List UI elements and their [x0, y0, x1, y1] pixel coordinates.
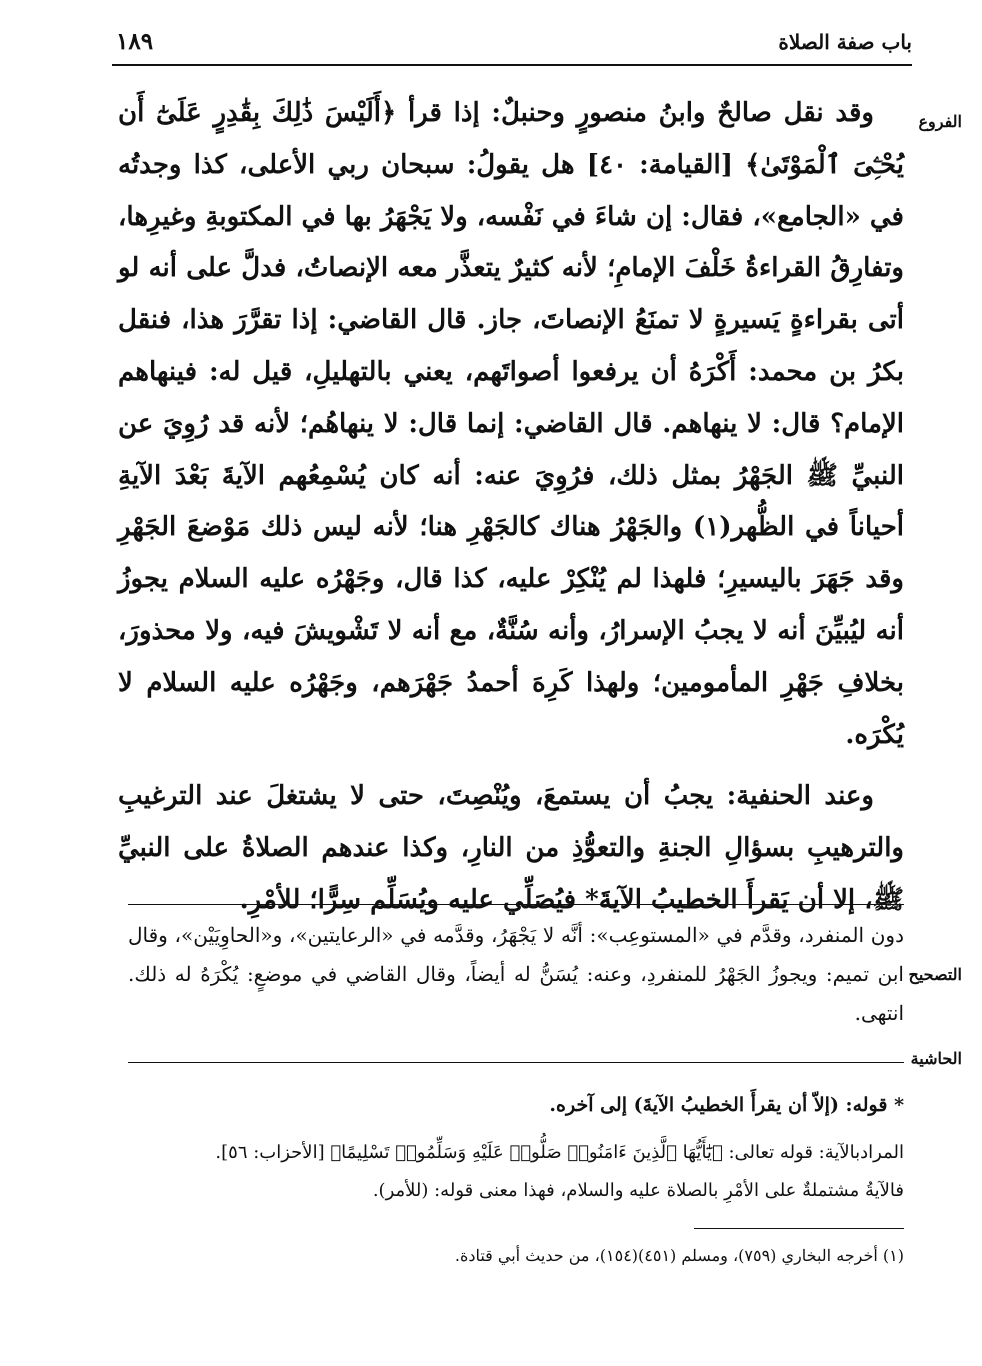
main-text — [118, 88, 904, 927]
hashiya-line: فالآيةُ مشتملةٌ على الأمْرِ بالصلاة عليه والسلام، فهذا معنى قوله: (للأمر). — [372, 1180, 904, 1201]
section-divider — [128, 1062, 904, 1063]
main-paragraph: وقد نقل صالحٌ وابنُ منصورٍ وحنبلٌ: إذا قرأ ﴿أَلَيْسَ ذَٰلِكَ بِقَٰدِرٍ عَلَىٰٓ أَن يُحْـِۧىَ ٱلْمَوْتَىٰ﴾ [القيامة: ٤٠] هل يقولُ: سبحان ربي الأعلى، كذا وجدتُه في «الجامع»، فقال: إن شاءَ في نَفْسه، ولا يَجْهَرُ بها في المكتوبةِ وغيرِها، وتفارِقُ القراءةُ خَلْفَ الإمامِ؛ لأنه كثيرٌ يتعذَّر معه الإنصاتُ، فدلَّ على أنه لو أتى بقراءةٍ يَسيرةٍ لا تمنَعُ الإنصاتَ، جاز. قال القاضي: إذا تقرَّرَ هذا، فنقل بكرُ بن محمد: أَكْرَهُ أن يرفعوا أصواتَهم، يعني بالتهليلِ، قيل له: فينهاهم الإمام؟ قال: لا ينهاهم. قال القاضي: إنما قال: لا ينهاهُم؛ لأنه قد رُوِيَ عن النبيِّ ﷺ الجَهْرُ بمثل ذلك، فرُوِيَ عنه: أنه كان يُسْمِعُهم الآيةَ بَعْدَ الآيةِ أحياناً في الظُّهر(١) والجَهْرُ هناك كالجَهْرِ هنا؛ لأنه ليس ذلك مَوْضعَ الجَهْرِ وقد جَهَرَ باليسيرِ؛ فلهذا لم يُنْكِرْ عليه، كذا قال، وجَهْرُه عليه السلام يجوزُ أنه ليُبيِّنَ أنه لا يجبُ الإسرارُ، وأنه سُنَّةٌ، مع أنه لا تَشْويشَ فيه، ولا محذورَ، بخلافِ جَهْرِ المأمومين؛ ولهذا كَرِهَ أحمدُ جَهْرَهم، وجَهْرُه عليه السلام لا يُكْرَه. — [118, 98, 905, 750]
page-number: ١٨٩ — [116, 28, 154, 55]
running-header — [112, 28, 912, 66]
hashiya-line: المرادبالآية: قوله تعالى: ﴿يَٰٓأَيُّهَا ٱلَّذِينَ ءَامَنُوا۟ صَلُّوا۟ عَلَيْهِ وَسَلِّمُوا۟ تَسْلِيمًا﴾ [الأحزاب: ٥٦]. — [215, 1142, 904, 1163]
main-paragraph: وعند الحنفية: يجبُ أن يستمعَ، ويُنْصِتَ، حتى لا يشتغلَ عند الترغيبِ والترهيبِ بسؤالِ الجنةِ والتعوُّذِ من النارِ، وكذا عندهم الصلاةُ على النبيِّ ﷺ، إلا أن يَقرأَ الخطيبُ الآيةَ* فيُصَلِّي عليه ويُسَلِّم سِرًّا؛ للأمْرِ. — [118, 781, 904, 915]
section-label-hashiya: الحاشية — [910, 1049, 962, 1068]
chapter-title: باب صفة الصلاة — [778, 30, 912, 54]
footnote-divider — [694, 1228, 904, 1229]
footnote: (١) أخرجه البخاري (٧٥٩)، ومسلم (٤٥١)(١٥٤)، من حديث أبي قتادة. — [454, 1246, 904, 1265]
section-label-furu: الفروع — [918, 112, 962, 131]
hashiya-section — [128, 1090, 904, 1210]
section-divider — [128, 904, 904, 905]
hashiya-heading: * قوله: (إلاّ أن يقرأَ الخطيبُ الآيةَ) إلى آخره. — [549, 1094, 904, 1116]
tashih-text: دون المنفرد، وقدَّم في «المستوعِب»: أنَّه لا يَجْهَرُ، وقدَّمه في «الرعايتين»، و«الحاوِيَيْن»، وقال ابن تميم: ويجوزُ الجَهْرُ للمنفردِ، وعنه: يُسَنُّ له أيضاً، وقال القاضي في موضعٍ: يُكْرَهُ له ذلك. انتهى. — [128, 923, 904, 1025]
section-label-tashih: التصحيح — [908, 965, 962, 984]
